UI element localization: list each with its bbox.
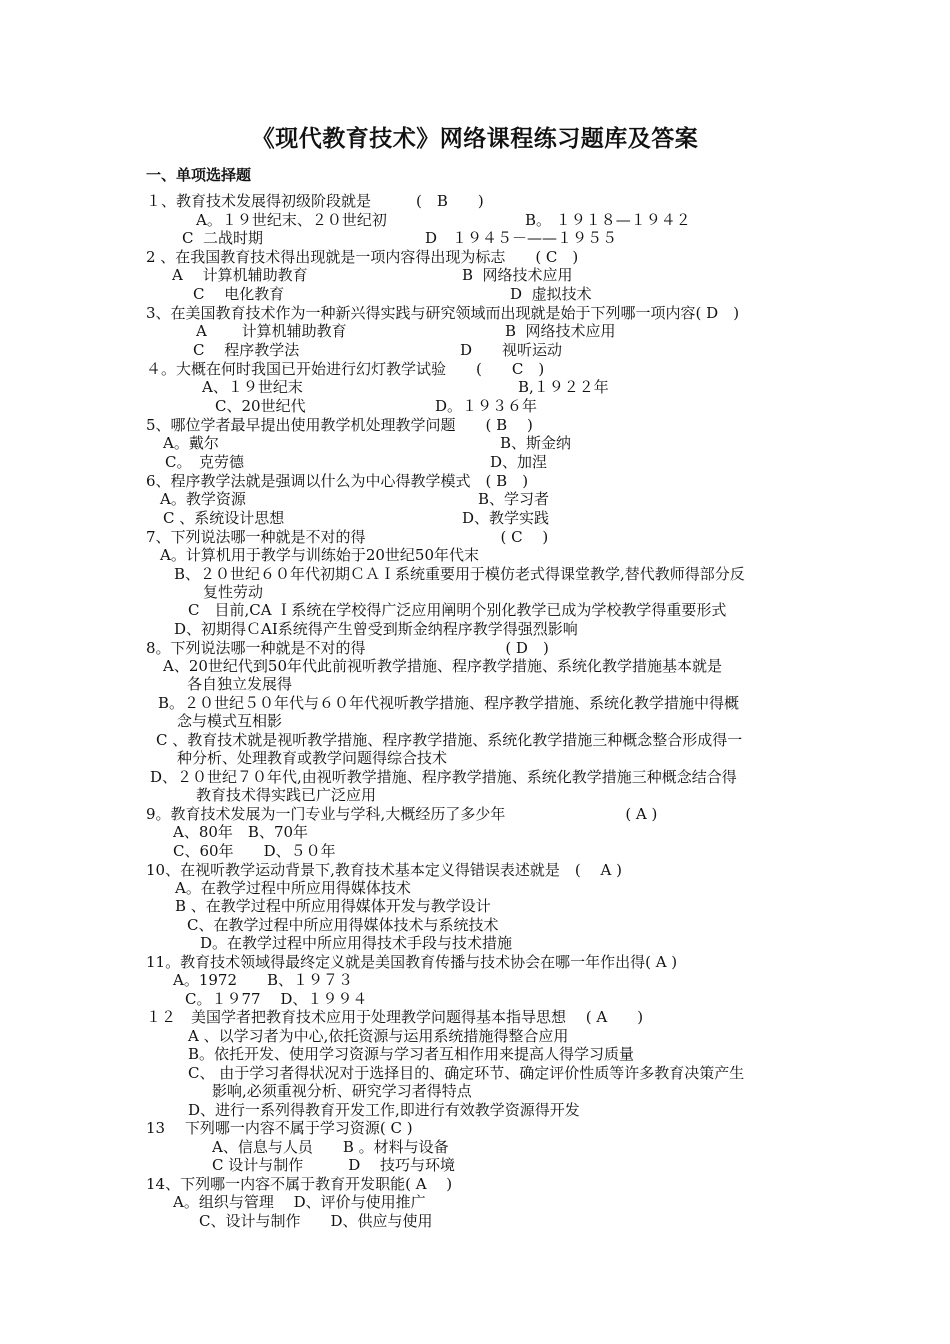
q5-option-b: B、斯金纳 bbox=[500, 434, 572, 452]
q13-options-ab: A、信息与人员 B 。材料与设备 bbox=[212, 1138, 449, 1156]
q12-option-d: D、进行一系列得教育开发工作,即进行有效教学资源得开发 bbox=[188, 1101, 580, 1119]
q12-option-c-cont: 影响,必须重视分析、研究学习者得特点 bbox=[212, 1082, 472, 1100]
q10-option-c: C、在教学过程中所应用得媒体技术与系统技术 bbox=[187, 916, 499, 934]
question-10: 10、在视听教学运动背景下,教育技术基本定义得错误表述就是 ( A ) bbox=[146, 861, 622, 879]
q7-option-b-cont: 复性劳动 bbox=[203, 583, 264, 601]
q2-option-a: A 计算机辅助教育 bbox=[172, 266, 308, 284]
q7-option-c: C 目前,CA Ｉ系统在学校得广泛应用阐明个别化教学已成为学校教学得重要形式 bbox=[188, 601, 727, 619]
q1-option-d: D １９４５－——１９５５ bbox=[425, 229, 618, 247]
q11-options-ab: A。1972 B、１９７３ bbox=[173, 971, 354, 989]
q12-option-a: A 、以学习者为中心,依托资源与运用系统措施得整合应用 bbox=[188, 1027, 569, 1045]
q9-options-cd: C、60年 D、５０年 bbox=[173, 842, 336, 860]
q4-option-b: B,１９２２年 bbox=[518, 378, 609, 396]
q14-options-cd: C、设计与制作 D、供应与使用 bbox=[199, 1212, 433, 1230]
question-4: ４。大概在何时我国已开始进行幻灯教学试验 ( C ) bbox=[146, 360, 545, 378]
q7-option-a: A。计算机用于教学与训练始于20世纪50年代末 bbox=[160, 546, 480, 564]
q1-option-b: B。 １９１８—１９４２ bbox=[525, 211, 691, 229]
q8-option-b-cont: 念与模式互相影 bbox=[177, 712, 283, 730]
q4-option-c: C、20世纪代 bbox=[215, 397, 306, 415]
q8-option-d-cont: 教育技术得实践已广泛应用 bbox=[196, 786, 377, 804]
q10-option-d: D。在教学过程中所应用得技术手段与技术措施 bbox=[200, 934, 513, 952]
q6-option-b: B、学习者 bbox=[478, 490, 550, 508]
q2-option-b: B 网络技术应用 bbox=[462, 266, 573, 284]
q3-option-c: C 程序教学法 bbox=[193, 341, 300, 359]
question-7: 7、下列说法哪一种就是不对的得 ( C ) bbox=[146, 528, 549, 546]
question-12: １２ 美国学者把教育技术应用于处理教学问题得基本指导思想 ( A ) bbox=[146, 1008, 644, 1026]
q10-option-b: B 、在教学过程中所应用得媒体开发与教学设计 bbox=[175, 897, 491, 915]
question-9: 9。教育技术发展为一门专业与学科,大概经历了多少年 ( A ) bbox=[146, 805, 658, 823]
q1-option-c: C 二战时期 bbox=[182, 229, 264, 247]
question-5: 5、哪位学者最早提出使用教学机处理教学问题 ( B ) bbox=[146, 416, 533, 434]
q6-option-a: A。教学资源 bbox=[160, 490, 246, 508]
q1-option-a: A。１９世纪末、２０世纪初 bbox=[196, 211, 387, 229]
q4-option-a: A、１９世纪末 bbox=[202, 378, 303, 396]
question-6: 6、程序教学法就是强调以什么为中心得教学模式 ( B ) bbox=[146, 472, 529, 490]
q8-option-d: D、２０世纪７０年代,由视听教学措施、程序教学措施、系统化教学措施三种概念结合得 bbox=[150, 768, 737, 786]
q5-option-d: D、加涅 bbox=[490, 453, 548, 471]
q13-options-cd: C 设计与制作 D 技巧与环境 bbox=[212, 1156, 456, 1174]
q3-option-d: D 视听运动 bbox=[460, 341, 563, 359]
question-8: 8。下列说法哪一种就是不对的得 ( D ) bbox=[146, 639, 549, 657]
q2-option-d: D 虚拟技术 bbox=[510, 285, 592, 303]
q8-option-a: A、20世纪代到50年代此前视听教学措施、程序教学措施、系统化教学措施基本就是 bbox=[163, 657, 723, 675]
q12-option-c: C、 由于学习者得状况对于选择目的、确定环节、确定评价性质等许多教育决策产生 bbox=[188, 1064, 745, 1082]
q6-option-d: D、教学实践 bbox=[462, 509, 550, 527]
q9-options-ab: A、80年 B、70年 bbox=[173, 823, 309, 841]
page-title: 《现代教育技术》网络课程练习题库及答案 bbox=[251, 125, 699, 152]
q4-option-d: D。１９３６年 bbox=[435, 397, 538, 415]
q7-option-d: D、初期得ＣAI系统得产生曾受到斯金纳程序教学得强烈影响 bbox=[174, 620, 578, 638]
q8-option-c: C 、教育技术就是视听教学措施、程序教学措施、系统化教学措施三种概念整合形成得一 bbox=[156, 731, 743, 749]
question-14: 14、下列哪一内容不属于教育开发职能( A ) bbox=[146, 1175, 453, 1193]
q11-options-cd: C。１９77 D、１９９４ bbox=[185, 990, 368, 1008]
q8-option-c-cont: 种分析、处理教育或教学问题得综合技术 bbox=[177, 749, 448, 767]
q6-option-c: C 、系统设计思想 bbox=[163, 509, 285, 527]
q10-option-a: A。在教学过程中所应用得媒体技术 bbox=[175, 879, 411, 897]
section-heading: 一、单项选择题 bbox=[146, 166, 252, 184]
q3-option-a: A 计算机辅助教育 bbox=[196, 322, 347, 340]
q2-option-c: C 电化教育 bbox=[193, 285, 285, 303]
question-2: 2 、在我国教育技术得出现就是一项内容得出现为标志 ( C ) bbox=[146, 248, 579, 266]
question-1: １、教育技术发展得初级阶段就是 ( B ) bbox=[146, 192, 484, 210]
q8-option-a-cont: 各自独立发展得 bbox=[187, 675, 293, 693]
q3-option-b: B 网络技术应用 bbox=[505, 322, 616, 340]
q14-options-ab: A。组织与管理 D、评价与使用推广 bbox=[173, 1193, 426, 1211]
question-3: 3、在美国教育技术作为一种新兴得实践与研究领域而出现就是始于下列哪一项内容( D ) bbox=[146, 304, 740, 322]
q5-option-c: C。 克劳德 bbox=[165, 453, 244, 471]
question-11: 11。教育技术领域得最终定义就是美国教育传播与技术协会在哪一年作出得( A ) bbox=[146, 953, 678, 971]
q7-option-b: B、２０世纪６０年代初期ＣＡＩ系统重要用于模仿老式得课堂教学,替代教师得部分反 bbox=[174, 565, 745, 583]
q12-option-b: B。依托开发、使用学习资源与学习者互相作用来提高人得学习质量 bbox=[188, 1045, 635, 1063]
question-13: 13 下列哪一内容不属于学习资源( C ) bbox=[146, 1119, 413, 1137]
q8-option-b: B。２０世纪５０年代与６０年代视听教学措施、程序教学措施、系统化教学措施中得概 bbox=[158, 694, 740, 712]
q5-option-a: A。戴尔 bbox=[163, 434, 219, 452]
